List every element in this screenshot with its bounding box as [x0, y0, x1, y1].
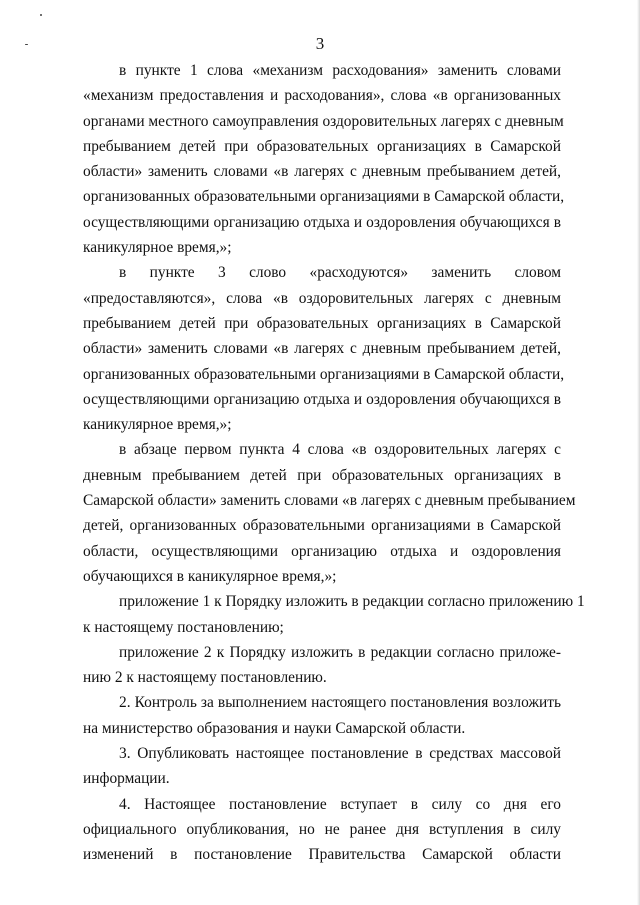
paragraph-line: обучающихся в каникулярное время,»;	[83, 567, 337, 585]
paragraph-line: каникулярное время,»;	[83, 416, 232, 434]
paragraph	[83, 741, 561, 792]
paragraph-line: организованных образовательными организациями в Самарской области,	[83, 365, 565, 383]
paragraph-line: в пункте 1 слова «механизм расходования» заменить словами	[119, 62, 561, 79]
paragraph-line: к настоящему постановлению;	[83, 618, 284, 636]
paragraph-line: нию 2 к настоящему постановлению.	[83, 669, 327, 687]
paragraph	[83, 589, 585, 640]
paragraph-line: каникулярное время,»;	[83, 239, 232, 257]
paragraph-line: Самарской области» заменить словами «в лагерях с дневным пребыванием	[83, 492, 576, 510]
scan-speck	[40, 14, 42, 16]
paragraph-line: осуществляющими организацию отдыха и оздоровления обучающихся в	[83, 390, 561, 408]
paragraph-line: 2. Контроль за выполнением настоящего постановления возложить	[119, 694, 561, 712]
paragraph-line: области, осуществляющими организацию отдыха и оздоровления	[83, 542, 561, 560]
document-body	[83, 58, 585, 868]
page-number: 3	[315, 34, 325, 53]
paragraph-line: изменений в постановление Правительства Самарской области	[83, 846, 561, 864]
paragraph-line: приложение 2 к Порядку изложить в редакции согласно приложе-	[119, 643, 561, 661]
paragraph	[83, 640, 561, 691]
paragraph-line: 4. Настоящее постановление вступает в силу со дня его	[119, 795, 561, 813]
paragraph-line: «предоставляются», слова «в оздоровительных лагерях с дневным	[83, 289, 561, 307]
paragraph	[83, 260, 565, 437]
paragraph-line: организованных образовательными организациями в Самарской области,	[83, 188, 565, 206]
paragraph-line: официального опубликования, но не ранее дня вступления в силу	[83, 820, 561, 838]
paragraph-line: приложение 1 к Порядку изложить в редакции согласно приложению 1	[119, 593, 585, 611]
paragraph-line: информации.	[83, 770, 170, 788]
paragraph-line: пребыванием детей при образовательных организациях в Самарской	[83, 137, 561, 155]
paragraph-line: в абзаце первом пункта 4 слова «в оздоровительных лагерях с	[119, 441, 561, 459]
paragraph-line: 3. Опубликовать настоящее постановление в средствах массовой	[119, 745, 561, 763]
paragraph-line: пребыванием детей при образовательных организациях в Самарской	[83, 314, 561, 332]
paragraph	[83, 792, 561, 868]
paragraph	[83, 437, 576, 589]
paragraph-line: области» заменить словами «в лагерях с дневным пребыванием детей,	[83, 163, 561, 181]
paragraph-line: осуществляющими организацию отдыха и оздоровления обучающихся в	[83, 213, 561, 231]
paragraph	[83, 58, 565, 260]
paragraph	[83, 690, 561, 741]
paragraph-line: детей, организованных образовательными организациями в Самарской	[83, 517, 561, 535]
paragraph-line: органами местного самоуправления оздоровительных лагерях с дневным	[83, 112, 564, 130]
paragraph-line: на министерство образования и науки Самарской области.	[83, 719, 466, 737]
paragraph-line: дневным пребыванием детей при образовательных организациях в	[83, 466, 561, 484]
paragraph-line: «механизм предоставления и расходования», слова «в организованных	[83, 87, 561, 105]
paragraph-line: области» заменить словами «в лагерях с дневным пребыванием детей,	[83, 340, 561, 358]
paragraph-line: в пункте 3 слово «расходуются» заменить словом	[119, 264, 561, 282]
